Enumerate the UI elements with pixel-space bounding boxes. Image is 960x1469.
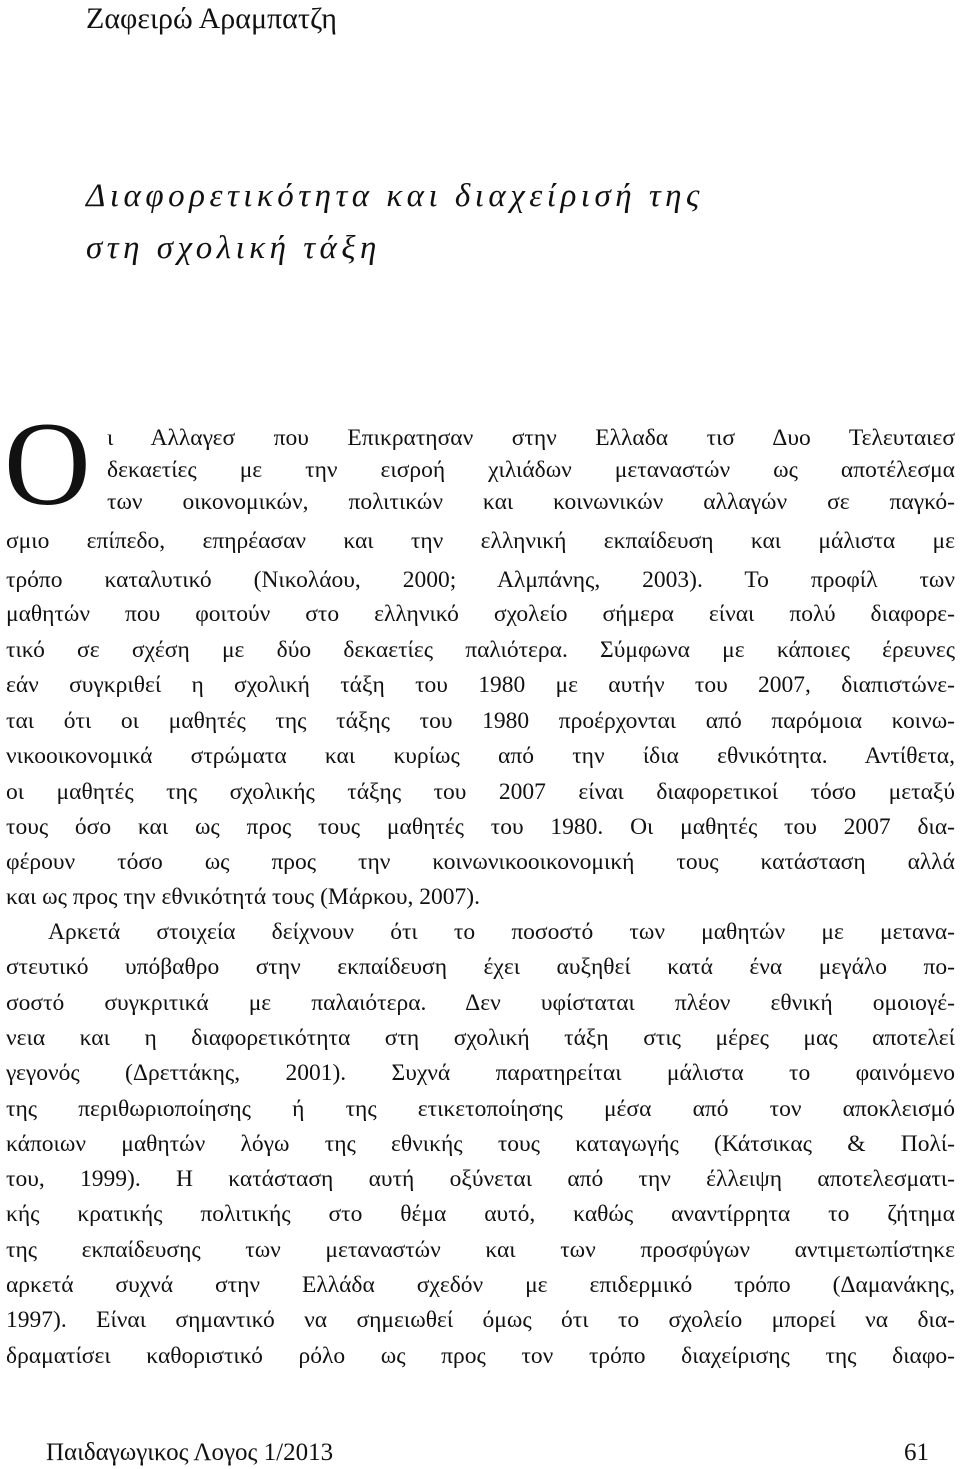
- text-line: νεια και η διαφορετικότητα στη σχολική τάξη στις μέρες μας αποτελεί: [6, 1025, 955, 1051]
- article-title: [86, 170, 704, 274]
- text-line: μαθητών που φοιτούν στο ελληνικό σχολείο σήμερα είναι πολύ διαφορε-: [6, 601, 955, 627]
- text-line: αρκετά συχνά στην Ελλάδα σχεδόν με επιδερμικό τρόπο (Δαμανάκης,: [6, 1272, 955, 1298]
- drop-cap: Ο: [4, 397, 91, 530]
- text-line: γεγονός (Δρεττάκης, 2001). Συχνά παρατηρείται μάλιστα το φαινόμενο: [6, 1060, 955, 1086]
- text-line: σμιο επίπεδο, επηρέασαν και την ελληνική εκπαίδευση και μάλιστα με: [6, 528, 955, 554]
- journal-footer: Παιδαγωγικος Λογος 1/2013: [46, 1439, 334, 1466]
- text-line: των οικονομικών, πολιτικών και κοινωνικών αλλαγών σε παγκό-: [107, 489, 955, 515]
- text-line: ται ότι οι μαθητές της τάξης του 1980 προέρχονται από παρόμοια κοινω-: [6, 708, 955, 734]
- text-line: του, 1999). Η κατάσταση αυτή οξύνεται από την έλλειψη αποτελεσματι-: [6, 1166, 955, 1192]
- text-line: τικό σε σχέση με δύο δεκαετίες παλιότερα. Σύμφωνα με κάποιες έρευνες: [6, 637, 955, 663]
- article-title-line: Διαφορετικότητα και διαχείρισή της: [86, 178, 704, 214]
- author-name: Ζαφειρώ Αραμπατζη: [86, 2, 337, 35]
- text-line: νικοοικονομικά στρώματα και κυρίως από την ίδια εθνικότητα. Αντίθετα,: [6, 743, 955, 769]
- text-line: τρόπο καταλυτικό (Νικολάου, 2000; Αλμπάνης, 2003). Το προφίλ των: [6, 567, 955, 593]
- page-number: 61: [904, 1439, 929, 1466]
- text-line: 1997). Είναι σημαντικό να σημειωθεί όμως ότι το σχολείο μπορεί να δια-: [6, 1307, 955, 1333]
- text-line: της εκπαίδευσης των μεταναστών και των προσφύγων αντιμετωπίστηκε: [6, 1237, 955, 1263]
- text-line: σοστό συγκριτικά με παλαιότερα. Δεν υφίσταται πλέον εθνική ομοιογέ-: [6, 990, 955, 1016]
- text-line: τους όσο και ως προς τους μαθητές του 1980. Οι μαθητές του 2007 δια-: [6, 814, 955, 840]
- text-line: κής κρατικής πολιτικής στο θέμα αυτό, καθώς αναντίρρητα το ζήτημα: [6, 1201, 955, 1227]
- text-line: κάποιων μαθητών λόγω της εθνικής τους καταγωγής (Κάτσικας & Πολί-: [6, 1131, 955, 1157]
- text-line: φέρουν τόσο ως προς την κοινωνικοοικονομική τους κατάσταση αλλά: [6, 849, 955, 875]
- text-line: Αρκετά στοιχεία δείχνουν ότι το ποσοστό των μαθητών με μετανα-: [48, 919, 955, 945]
- text-line: ι Αλλαγεσ που Επικρατησαν στην Ελλαδα τισ Δυο Τελευταιεσ: [107, 425, 955, 451]
- text-line: δραματίσει καθοριστικό ρόλο ως προς τον τρόπο διαχείρισης της διαφο-: [6, 1343, 955, 1369]
- article-title-line: στη σχολική τάξη: [86, 230, 381, 266]
- text-line: εάν συγκριθεί η σχολική τάξη του 1980 με αυτήν του 2007, διαπιστώνε-: [6, 672, 955, 698]
- text-line: στευτικό υπόβαθρο στην εκπαίδευση έχει αυξηθεί κατά ένα μεγάλο πο-: [6, 954, 955, 980]
- text-line: της περιθωριοποίησης ή της ετικετοποίησης μέσα από τον αποκλεισμό: [6, 1096, 955, 1122]
- text-line: και ως προς την εθνικότητά τους (Μάρκου, 2007).: [6, 884, 480, 910]
- text-line: οι μαθητές της σχολικής τάξης του 2007 είναι διαφορετικοί τόσο μεταξύ: [6, 779, 955, 805]
- text-line: δεκαετίες με την εισροή χιλιάδων μεταναστών ως αποτέλεσμα: [107, 457, 955, 483]
